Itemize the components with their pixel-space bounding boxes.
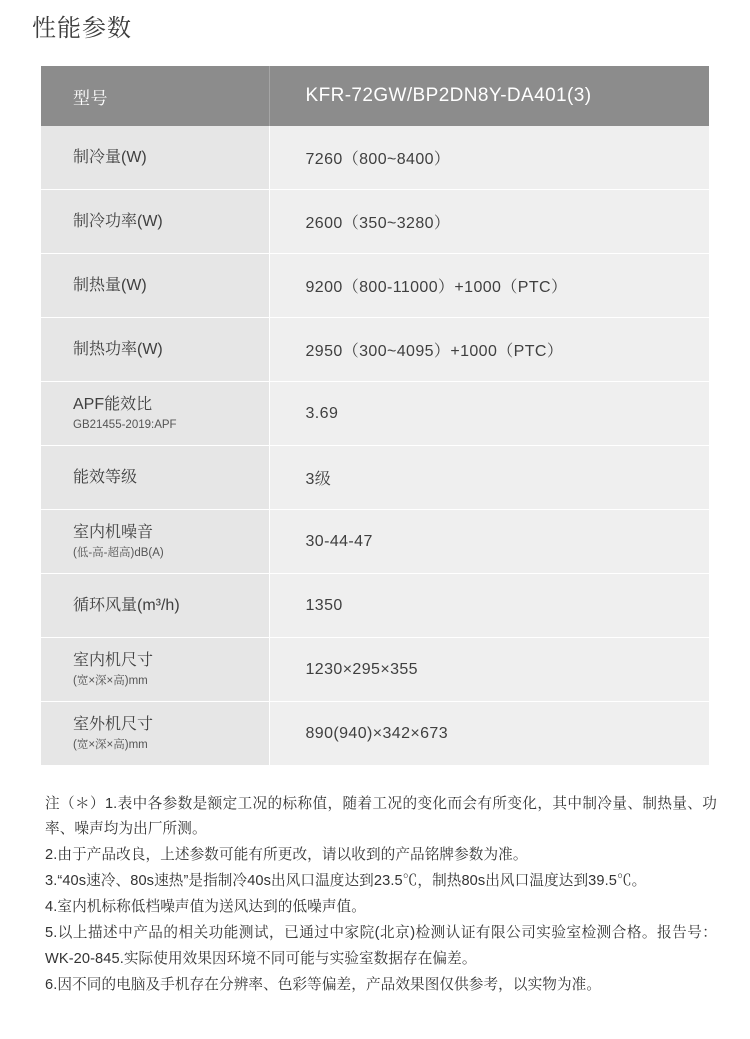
row-value-cell: 3级 — [269, 446, 709, 510]
row-label: APF能效比 — [73, 395, 153, 413]
row-value-cell: 2950（300~4095）+1000（PTC） — [269, 318, 709, 382]
row-label: 室外机尺寸 — [73, 715, 154, 733]
row-label-cell — [41, 638, 269, 702]
footnote-4: 4.室内机标称低档噪声值为送风达到的低噪声值。 — [45, 899, 366, 916]
row-label: 循环风量(m³/h) — [73, 596, 180, 614]
table-row — [41, 446, 709, 510]
table-row — [41, 126, 709, 190]
footnote-1: 注（＊）1.表中各参数是额定工况的标称值，随着工况的变化而会有所变化，其中制冷量、制热量、功率、噪声均为出厂所测。 — [45, 796, 717, 838]
table-body — [41, 126, 709, 765]
table-row — [41, 510, 709, 574]
row-label: 室内机尺寸 — [73, 651, 154, 669]
row-label-sub: (宽×深×高)mm — [73, 674, 148, 687]
table-row — [41, 318, 709, 382]
row-label-cell — [41, 190, 269, 254]
row-value-cell: 2600（350~3280） — [269, 190, 709, 254]
table-row — [41, 254, 709, 318]
table-row — [41, 702, 709, 766]
row-label-sub: (低-高-超高)dB(A) — [73, 546, 164, 559]
row-label: 制热量(W) — [73, 276, 147, 294]
page-title: 性能参数 — [32, 15, 132, 42]
footnotes — [45, 792, 717, 999]
row-label-sub: (宽×深×高)mm — [73, 738, 148, 751]
row-label-cell — [41, 446, 269, 510]
row-label: 室内机噪音 — [73, 523, 154, 541]
row-value-cell: 890(940)×342×673 — [269, 702, 709, 766]
footnote-2: 2.由于产品改良，上述参数可能有所更改，请以收到的产品铭牌参数为准。 — [45, 847, 528, 864]
row-value-cell: 9200（800-11000）+1000（PTC） — [269, 254, 709, 318]
row-value-cell: 30-44-47 — [269, 510, 709, 574]
row-label-cell — [41, 126, 269, 190]
row-label-cell — [41, 254, 269, 318]
performance-spec-table — [41, 66, 709, 765]
row-label-cell — [41, 382, 269, 446]
table-header — [41, 66, 709, 126]
row-value-cell: 3.69 — [269, 382, 709, 446]
table-row — [41, 382, 709, 446]
table-header-row — [41, 66, 709, 126]
row-label: 制热功率(W) — [73, 340, 163, 358]
row-label-cell — [41, 574, 269, 638]
row-label-cell — [41, 318, 269, 382]
row-label-sub: GB21455-2019:APF — [73, 418, 177, 431]
footnote-6: 6.因不同的电脑及手机存在分辨率、色彩等偏差，产品效果图仅供参考，以实物为准。 — [45, 976, 602, 993]
table-row — [41, 638, 709, 702]
row-value-cell: 1350 — [269, 574, 709, 638]
footnote-5: 5.以上描述中产品的相关功能测试，已通过中家院(北京)检测认证有限公司实验室检测合格。报告号：WK-20-845.实际使用效果因环境不同可能与实验室数据存在偏差。 — [45, 925, 717, 967]
row-value-cell: 1230×295×355 — [269, 638, 709, 702]
table-row — [41, 574, 709, 638]
row-label-cell — [41, 702, 269, 766]
row-value-cell: 7260（800~8400） — [269, 126, 709, 190]
row-label: 能效等级 — [73, 468, 138, 486]
row-label-cell — [41, 510, 269, 574]
row-label: 制冷量(W) — [73, 148, 147, 166]
header-model-value: KFR-72GW/BP2DN8Y-DA401(3) — [269, 66, 709, 126]
footnote-3: 3.“40s速冷、80s速热”是指制冷40s出风口温度达到23.5℃，制热80s出风口温度达到39.5℃。 — [45, 873, 647, 890]
header-model-label: 型号 — [41, 66, 269, 126]
table-row — [41, 190, 709, 254]
row-label: 制冷功率(W) — [73, 212, 163, 230]
